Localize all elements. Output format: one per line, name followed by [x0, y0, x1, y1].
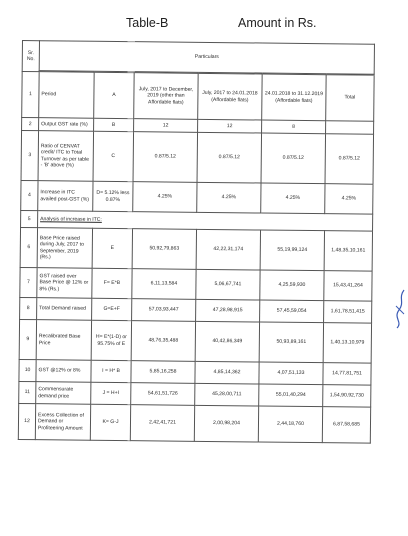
row-sr: 1 — [22, 72, 39, 118]
row-value: 12 — [198, 119, 262, 133]
row-value: 4,25,59,930 — [260, 270, 324, 301]
row-value: 2,44,18,760 — [258, 406, 322, 443]
row-value: 8 — [262, 120, 326, 134]
row-code: B — [94, 118, 134, 131]
row-sr: 12 — [18, 403, 35, 439]
row-code: F= E*B — [92, 268, 132, 298]
row-value: 47,28,98,915 — [196, 299, 260, 322]
row-code: I = H* B — [91, 360, 131, 382]
profiteering-table — [18, 40, 375, 444]
row-value: 6,87,58,685 — [322, 407, 370, 444]
row-value: 4,07,51,133 — [259, 362, 323, 385]
row-value: 55,19,99,124 — [260, 230, 324, 271]
row-value: 2,42,41,721 — [130, 405, 194, 442]
row-value: 4,85,14,362 — [195, 361, 259, 384]
row-value: 54,61,51,726 — [131, 383, 195, 406]
row-sr: 10 — [19, 359, 36, 381]
row-value: 50,92,79,863 — [132, 229, 196, 270]
table-row — [20, 227, 372, 271]
row-particular: Recalibrated Base Price — [36, 320, 91, 361]
row-value: 2,00,98,204 — [194, 405, 258, 442]
table-row — [21, 180, 373, 214]
row-sr: 5 — [21, 210, 38, 227]
row-code: H= E*(1-D) or 95.75% of E — [91, 320, 131, 360]
page-heading — [0, 16, 408, 34]
row-value: 0.87/5.12 — [325, 134, 374, 184]
row-value: 42,22,31,174 — [196, 229, 260, 270]
row-value: 40,42,86,349 — [195, 321, 259, 362]
table-row — [21, 131, 374, 185]
row-value: 6,11,13,584 — [132, 269, 196, 300]
particulars-header: Particulars — [39, 41, 374, 75]
row-particular: GST raised over Base Price @ 12% or 8% (Rs.) — [37, 268, 92, 299]
table-row — [22, 72, 374, 122]
row-value: 4.25% — [261, 183, 325, 214]
row-particular: GST @12% or 8% — [36, 360, 91, 383]
row-particular: Total Demand raised — [37, 298, 92, 321]
row-particular: Commensurate demand price — [36, 382, 91, 405]
row-value: 5,85,16,258 — [131, 361, 195, 384]
row-particular: Period — [39, 72, 94, 119]
row-sr: 4 — [21, 180, 38, 210]
row-value: 1,54,90,92,730 — [323, 385, 371, 408]
amount-unit-label: Amount in Rs. — [238, 16, 317, 30]
signature-scribble-icon — [394, 288, 406, 330]
row-particular: Base Price raised during July, 2017 to September, 2019 (Rs.) — [37, 228, 92, 269]
row-value: 12 — [134, 119, 198, 133]
row-value: 0.87/5.12 — [261, 133, 326, 184]
col-header-affordable-2019: 24.01.2018 to 31.12.2019 (Affordable flats) — [262, 74, 326, 121]
document-sheet — [18, 40, 386, 444]
row-particular: Excess Collection of Demand or Profiteering Amount — [35, 404, 90, 441]
row-particular: Increase in ITC availed post-GST (%) — [38, 181, 93, 212]
row-value: 1,40,13,10,979 — [323, 323, 371, 364]
row-code: A — [94, 72, 134, 118]
row-value: 57,45,59,054 — [260, 300, 324, 323]
row-value: 48,76,35,488 — [131, 321, 195, 362]
row-value: 14,77,81,751 — [323, 363, 371, 386]
row-sr: 8 — [20, 297, 37, 319]
row-value: 45,28,00,711 — [195, 383, 259, 406]
row-code: C — [93, 131, 134, 181]
table-row — [18, 403, 370, 443]
row-particular: Ratio of CENVAT credit/ ITC to Total Turnover as per table - 'B' above (%) — [38, 131, 94, 182]
row-value: 0.87/5.12 — [133, 132, 198, 183]
col-header-other-flats: July, 2017 to December, 2019 (other than Affordable flats) — [134, 73, 198, 120]
table-row — [20, 267, 372, 301]
table-label: Table-B — [126, 16, 169, 30]
row-particular: Output GST rate (%) — [39, 118, 94, 132]
row-sr: 2 — [22, 118, 39, 131]
row-sr: 9 — [19, 319, 36, 359]
row-value: 50,93,89,161 — [259, 322, 323, 363]
row-sr: 3 — [21, 131, 39, 181]
row-value: 1,61,78,51,415 — [324, 301, 372, 324]
row-value: 57,03,93,447 — [132, 299, 196, 322]
table-header-row-1 — [22, 41, 374, 75]
row-value: 5,06,67,741 — [196, 269, 260, 300]
sr-no-header: Sr. No. — [22, 41, 39, 72]
row-value: 4.25% — [325, 184, 373, 215]
signature-mark — [394, 288, 406, 330]
row-code: G=E+F — [92, 298, 132, 320]
row-sr: 7 — [20, 267, 37, 297]
col-header-affordable-2018: July, 2017 to 24.01.2018 (Affordable flats) — [198, 73, 262, 120]
row-value: 0.87/5.12 — [197, 132, 262, 183]
row-value — [326, 121, 374, 135]
row-value: 4.25% — [133, 182, 197, 213]
col-header-total: Total — [326, 75, 374, 122]
row-sr: 11 — [19, 381, 36, 403]
table-row — [19, 319, 371, 363]
row-value: 1,48,35,10,161 — [324, 231, 372, 272]
section-heading: Analysis of increase in ITC: — [38, 211, 373, 232]
row-sr: 6 — [20, 227, 37, 267]
row-code: K= G-J — [90, 404, 130, 440]
row-code: E — [92, 228, 132, 268]
row-code: D= 5.12% less 0.87% — [93, 181, 133, 211]
row-value: 55,01,40,294 — [259, 384, 323, 407]
row-code: J = H+I — [91, 382, 131, 404]
row-value: 15,43,41,264 — [324, 271, 372, 302]
row-value: 4.25% — [197, 182, 261, 213]
